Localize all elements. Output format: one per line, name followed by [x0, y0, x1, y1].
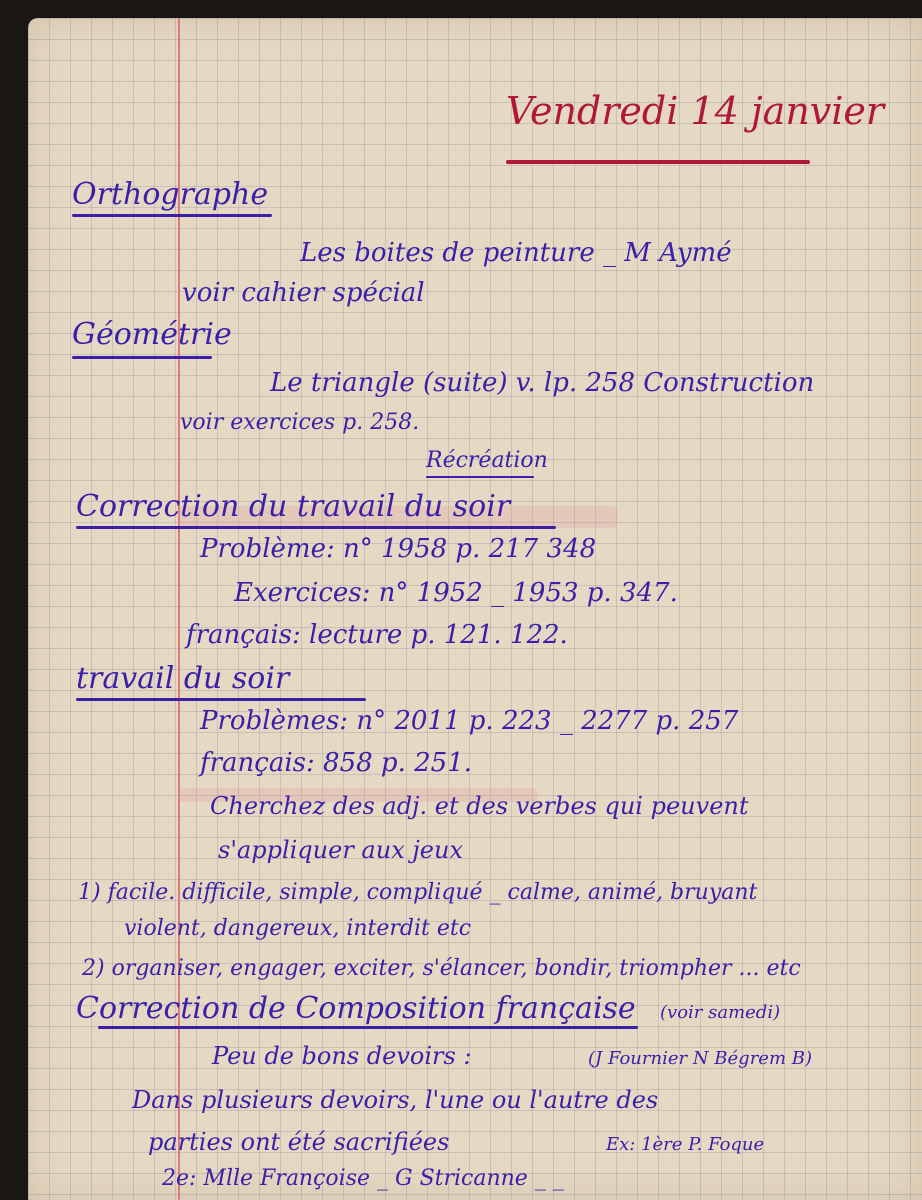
student-names: (J Fournier N Bégrem B) [588, 1048, 812, 1069]
example-note: Ex: 1ère P. Foque [606, 1134, 765, 1155]
text-line: Exercices: n° 1952 _ 1953 p. 347. [234, 578, 678, 608]
heading-underline [72, 214, 272, 217]
text-line: s'appliquer aux jeux [218, 836, 463, 864]
text-line: Problèmes: n° 2011 p. 223 _ 2277 p. 257 [200, 706, 739, 736]
text-line: voir exercices p. 258. [180, 410, 420, 435]
text-line: Dans plusieurs devoirs, l'une ou l'autre des [132, 1086, 659, 1114]
text-line: 2e: Mlle Françoise _ G Stricanne _ _ [162, 1166, 564, 1191]
recreation-label: Récréation [426, 448, 548, 473]
recreation-underline [426, 476, 534, 478]
notebook-page [28, 18, 922, 1200]
list-item: 1) facile. difficile, simple, compliqué _ calme, animé, bruyant [78, 880, 758, 905]
list-item: 2) organiser, engager, exciter, s'élancer, bondir, triompher ... etc [82, 956, 801, 981]
text-line: français: 858 p. 251. [200, 748, 472, 778]
text-line: Peu de bons devoirs : [212, 1042, 472, 1070]
text-line: Le triangle (suite) v. lp. 258 Construction [270, 368, 815, 398]
section-heading-correction-composition: Correction de Composition française [76, 991, 636, 1026]
text-line: Les boites de peinture _ M Aymé [300, 238, 732, 268]
heading-note: (voir samedi) [660, 1002, 781, 1023]
heading-underline [98, 1026, 638, 1029]
date-heading: Vendredi 14 janvier [506, 89, 885, 133]
section-heading-travail-soir: travail du soir [76, 661, 290, 696]
text-line: français: lecture p. 121. 122. [186, 620, 568, 650]
heading-underline [76, 698, 366, 701]
section-heading-orthographe: Orthographe [72, 177, 269, 212]
heading-underline [72, 356, 212, 359]
list-item-continuation: violent, dangereux, interdit etc [124, 916, 472, 941]
section-heading-correction-travail: Correction du travail du soir [76, 489, 511, 524]
text-line: Cherchez des adj. et des verbes qui peuvent [210, 792, 749, 820]
heading-underline [76, 526, 556, 529]
section-heading-geometrie: Géométrie [72, 317, 232, 352]
text-line: voir cahier spécial [182, 278, 425, 308]
date-underline [506, 160, 810, 164]
text-line: Problème: n° 1958 p. 217 348 [200, 534, 597, 564]
text-line: parties ont été sacrifiées [148, 1128, 450, 1156]
